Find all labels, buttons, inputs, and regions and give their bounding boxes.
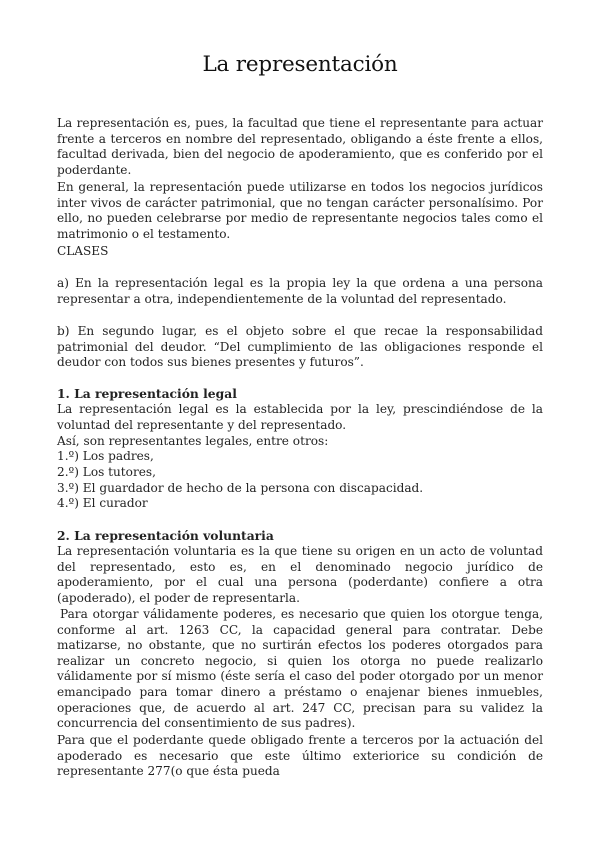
page-title: La representación: [202, 52, 398, 77]
section-heading-legal: 1. La representación legal: [57, 386, 237, 401]
section-legal-text: La representación legal es la establecida por la ley, prescindiéndose de la voluntad del representante y del representado.: [57, 402, 543, 432]
clases-label: CLASES: [57, 244, 109, 258]
section-voluntary-obligation: Para que el poderdante quede obligado frente a terceros por la actuación del apoderado es necesario que este último exteriorice su condición de representante 277(o que ésta pueda: [57, 733, 543, 779]
legal-representatives-list: [57, 449, 423, 512]
list-item: 2.º) Los tutores,: [57, 464, 156, 479]
section-heading-voluntary: 2. La representación voluntaria: [57, 528, 274, 543]
section-voluntary-text: La representación voluntaria es la que tiene su origen en un acto de voluntad del representado, esto es, en el denominado negocio jurídico de apoderamiento, por el cual una persona (poderdante) confiere a otra (apoderado), el poder de representarla.: [57, 544, 543, 605]
paragraph-general: En general, la representación puede utilizarse en todos los negocios jurídicos inter vivos de carácter patrimonial, que no tengan carácter personalísimo. Por ello, no pueden celebrarse por medio de representante negocios tales como el matrimonio o el testamento.: [57, 180, 543, 241]
list-item: 3.º) El guardador de hecho de la persona con discapacidad.: [57, 480, 424, 495]
section-voluntary-powers: Para otorgar válidamente poderes, es necesario que quien los otorgue tenga, conforme al art. 1263 CC, la capacidad general para contratar. Debe matizarse, no obstante, que no surtirán efectos los poderes otorgados para realizar un concreto negocio, si quien los otorga no puede realizarlo válidamente por sí mismo (éste sería el caso del poder otorgado por un menor emancipado para tomar dinero a préstamo o enajenar bienes inmuebles, operaciones que, de acuerdo al art. 247 CC, precisan para su validez la concurrencia del consentimiento de sus padres).: [57, 607, 543, 731]
paragraph-definition: La representación es, pues, la facultad que tiene el representante para actuar frente a terceros en nombre del representado, obligando a éste frente a ellos, facultad derivada, bien del negocio de apoderamiento, que es conferido por el poderdante.: [57, 116, 543, 177]
paragraph-a: a) En la representación legal es la propia ley la que ordena a una persona representar a otra, independientemente de la voluntad del representado.: [57, 276, 543, 306]
list-item: 4.º) El curador: [57, 496, 148, 511]
paragraph-b: b) En segundo lugar, es el objeto sobre el que recae la responsabilidad patrimonial del deudor. “Del cumplimiento de las obligaciones responde el deudor con todos sus bienes presentes y futuros”.: [57, 324, 543, 370]
list-item: 1.º) Los padres,: [57, 449, 154, 463]
section-legal-intro: Así, son representantes legales, entre otros:: [57, 434, 329, 448]
